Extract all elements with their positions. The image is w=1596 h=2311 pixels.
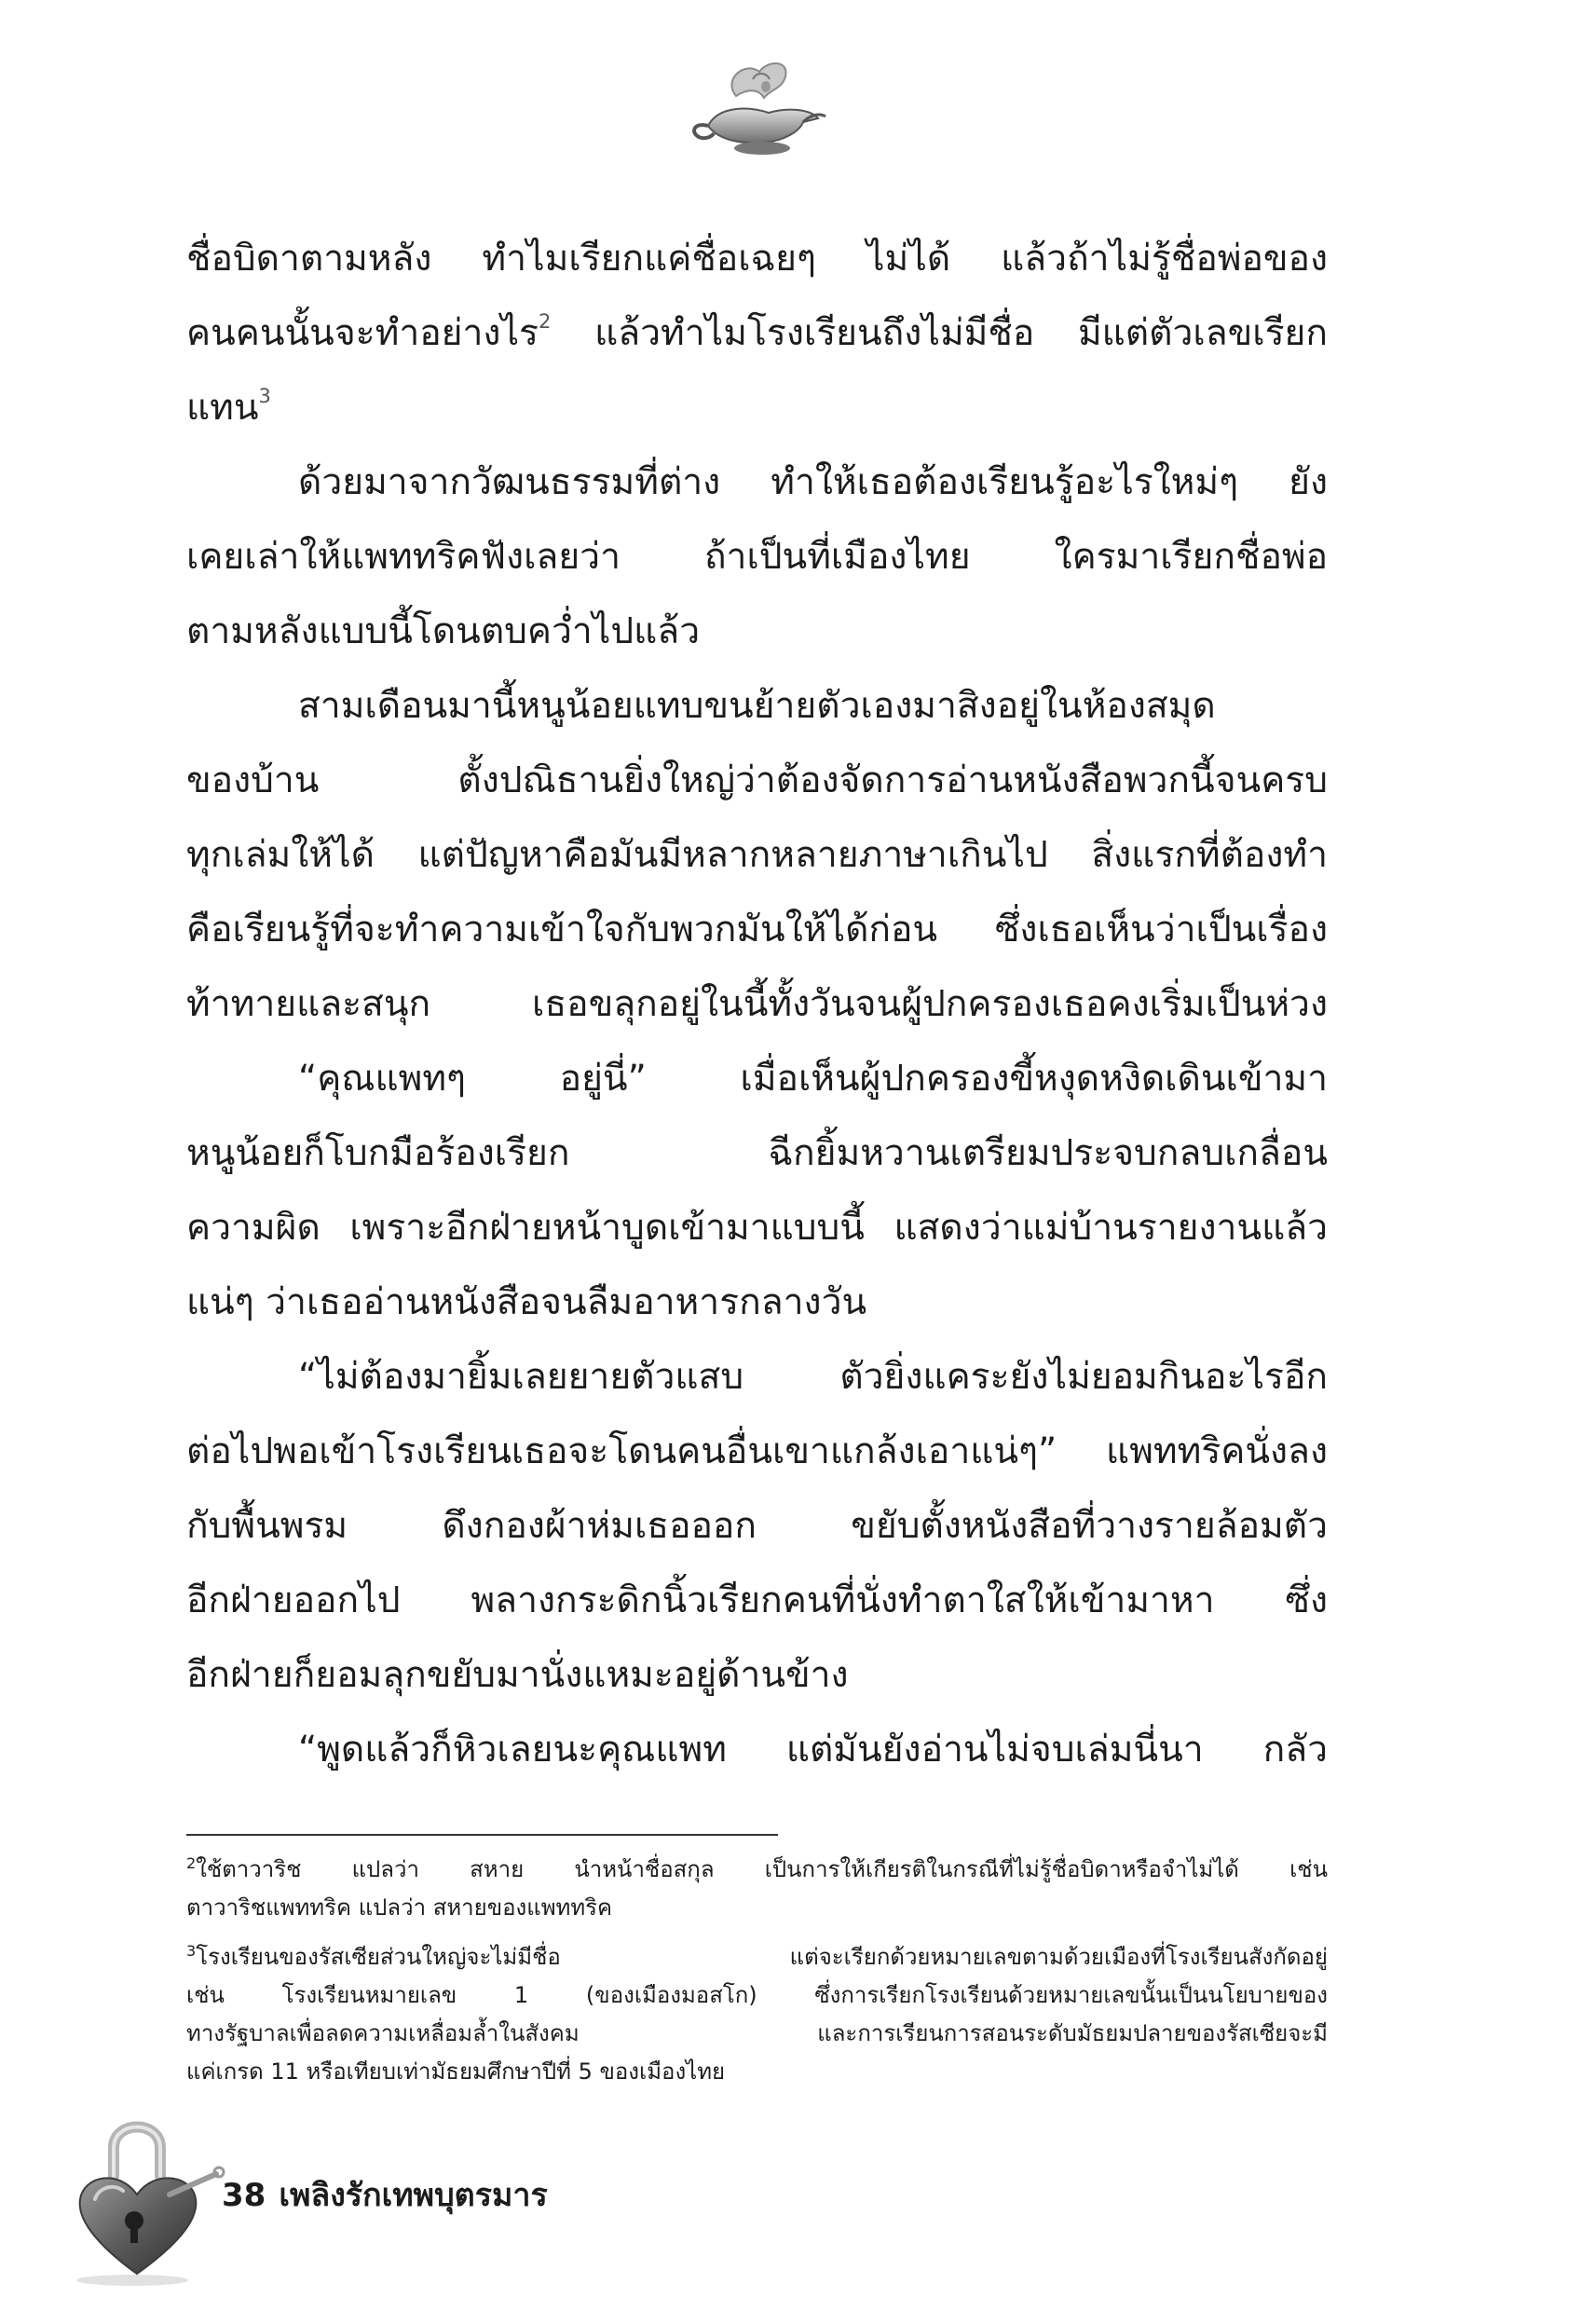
text-line — [186, 296, 1328, 371]
text-line: หนูน้อยก็โบกมือร้องเรียก ฉีกยิ้มหวานเตรียมประจบกลบเกลื่อน — [186, 1132, 1328, 1174]
footnote-line — [186, 1938, 1328, 1976]
footnote-divider — [186, 1834, 778, 1836]
text-line: กับพื้นพรม ดึงกองผ้าห่มเธอออก ขยับตั้งหนังสือที่วางรายล้อมตัว — [186, 1505, 1328, 1547]
footnote-line — [186, 1851, 1328, 1889]
footnote — [186, 1938, 1328, 2091]
text-line: “พูดแล้วก็หิวเลยนะคุณแพท แต่มันยังอ่านไม่จบเล่มนี่นา กลัว — [298, 1729, 1328, 1771]
text-span: แทน — [186, 387, 259, 429]
text-line: ของบ้าน ตั้งปณิธานยิ่งใหญ่ว่าต้องจัดการอ่านหนังสือพวกนี้จนครบ — [186, 759, 1328, 801]
text-line: ด้วยมาจากวัฒนธรรมที่ต่าง ทำให้เธอต้องเรียนรู้อะไรใหม่ๆ ยัง — [298, 461, 1328, 503]
footnote-number: 3 — [186, 1942, 197, 1960]
footnote — [186, 1851, 1328, 1927]
footnote-line: แค่เกรด 11 หรือเทียบเท่ามัธยมศึกษาปีที่ 5 ของเมืองไทย — [186, 2058, 726, 2085]
text-span: คนคนนั้นจะทำอย่างไร — [186, 312, 539, 354]
text-line: เคยเล่าให้แพททริคฟังเลยว่า ถ้าเป็นที่เมืองไทย ใครมาเรียกชื่อพ่อ — [186, 536, 1328, 578]
text-line: อีกฝ่ายออกไป พลางกระดิกนิ้วเรียกคนที่นั่งทำตาใสให้เข้ามาหา ซึ่ง — [186, 1579, 1328, 1621]
book-title: เพลิงรักเทพบุตรมาร — [279, 2177, 548, 2214]
text-line: ท้าทายและสนุก เธอขลุกอยู่ในนี้ทั้งวันจนผู้ปกครองเธอคงเริ่มเป็นห่วง — [186, 983, 1328, 1025]
page-number: 38 — [222, 2177, 266, 2214]
text-line: ตามหลังแบบนี้โดนตบคว่ำไปแล้ว — [186, 610, 701, 652]
footnote-line: ทางรัฐบาลเพื่อลดความเหลื่อมล้ำในสังคม และการเรียนการสอนระดับมัธยมปลายของรัสเซียจะมี — [186, 2020, 1328, 2046]
body-text — [186, 222, 1328, 1787]
text-line: แน่ๆ ว่าเธออ่านหนังสือจนลืมอาหารกลางวัน — [186, 1281, 867, 1323]
text-line: “คุณแพทๆ อยู่นี่” เมื่อเห็นผู้ปกครองขี้หงุดหงิดเดินเข้ามา — [298, 1058, 1328, 1100]
text-line: อีกฝ่ายก็ยอมลุกขยับมานั่งแหมะอยู่ด้านข้าง — [186, 1654, 849, 1696]
genie-lamp-icon — [680, 51, 829, 163]
footnote-marker[interactable]: 2 — [539, 310, 552, 333]
footnotes — [186, 1851, 1328, 2102]
text-line: สามเดือนมานี้หนูน้อยแทบขนย้ายตัวเองมาสิงอยู่ในห้องสมุด — [298, 685, 1216, 727]
text-line: ชื่อบิดาตามหลัง ทำไมเรียกแค่ชื่อเฉยๆ ไม่ได้ แล้วถ้าไม่รู้ชื่อพ่อของ — [186, 238, 1328, 280]
footnote-line: ตาวาริชแพททริค แปลว่า สหายของแพททริค — [186, 1894, 613, 1921]
heart-padlock-icon — [67, 2101, 225, 2288]
page-footer — [222, 2169, 548, 2220]
footnote-marker[interactable]: 3 — [258, 385, 271, 407]
text-line: “ไม่ต้องมายิ้มเลยยายตัวแสบ ตัวยิ่งแคระยังไม่ยอมกินอะไรอีก — [298, 1356, 1328, 1398]
text-span: ใช้ตาวาริช แปลว่า สหาย นำหน้าชื่อสกุล เป็นการให้เกียรติในกรณีที่ไม่รู้ชื่อบิดาหรือจำไม่ได้ เช่น — [196, 1856, 1328, 1882]
text-line: ความผิด เพราะอีกฝ่ายหน้าบูดเข้ามาแบบนี้ แสดงว่าแม่บ้านรายงานแล้ว — [186, 1207, 1328, 1249]
text-line: ต่อไปพอเข้าโรงเรียนเธอจะโดนคนอื่นเขาแกล้งเอาแน่ๆ” แพททริคนั่งลง — [186, 1430, 1328, 1472]
text-span: แล้วทำไมโรงเรียนถึงไม่มีชื่อ มีแต่ตัวเลขเรียก — [551, 312, 1328, 354]
text-line — [186, 371, 1328, 445]
footnote-number: 2 — [186, 1854, 197, 1872]
footnote-line: เช่น โรงเรียนหมายเลข 1 (ของเมืองมอสโก) ซึ่งการเรียกโรงเรียนด้วยหมายเลขนั้นเป็นนโยบายของ — [186, 1982, 1328, 2008]
text-span: โรงเรียนของรัสเซียส่วนใหญ่จะไม่มีชื่อ แต่จะเรียกด้วยหมายเลขตามด้วยเมืองที่โรงเรียนสังกัดอยู่ — [196, 1944, 1328, 1970]
text-line: คือเรียนรู้ที่จะทำความเข้าใจกับพวกมันให้ได้ก่อน ซึ่งเธอเห็นว่าเป็นเรื่อง — [186, 909, 1328, 950]
text-line: ทุกเล่มให้ได้ แต่ปัญหาคือมันมีหลากหลายภาษาเกินไป สิ่งแรกที่ต้องทำ — [186, 834, 1328, 876]
